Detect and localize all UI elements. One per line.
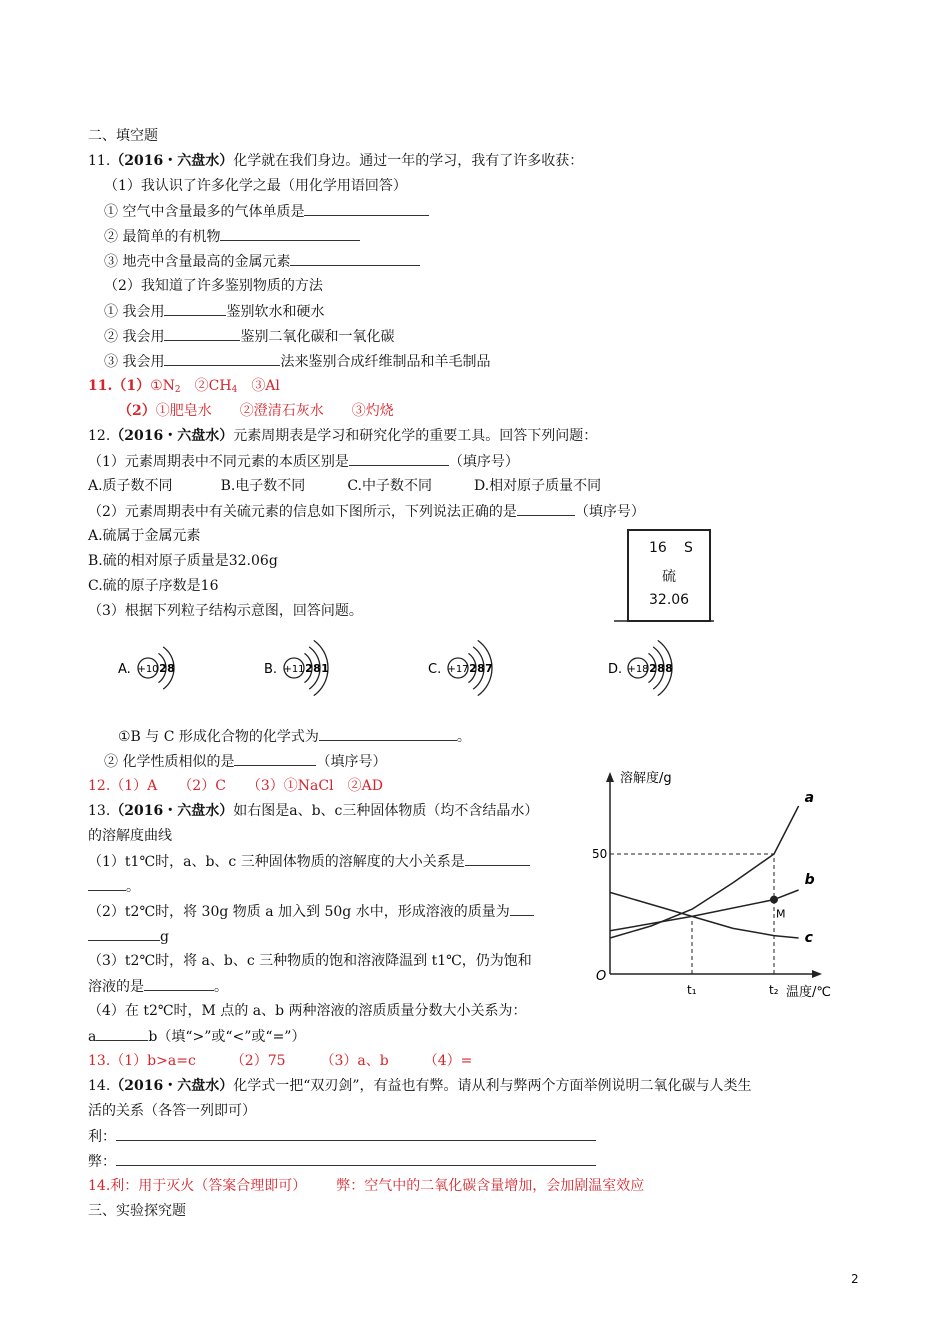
q12-sub-a: ①B 与 C 形成化合物的化学式为 。 [118, 726, 471, 747]
page-number: 2 [851, 1272, 859, 1286]
nucleus-charge: +11 [283, 664, 305, 675]
q11-answer-1: $11.(1)①N_2$ $②CH_4$ ③Al [88, 378, 280, 395]
electron-count: 2 [305, 662, 313, 675]
series-line-b [610, 890, 799, 931]
y-axis-label: 溶解度/g [620, 771, 672, 786]
q12-option-a: A.硫属于金属元素 [88, 528, 201, 544]
question-12-stem: 12.（2016・六盘水）元素周期表是学习和研究化学的重要工具。回答下列问题： [88, 428, 598, 444]
q12-options: A.质子数不同 B.电子数不同 C.中子数不同 D.相对原子质量不同 [88, 478, 602, 494]
x-axis-label: 温度/℃ [786, 985, 831, 1000]
origin-label: O [596, 969, 607, 984]
question-14-stem-2: 活的关系（各答一列即可） [88, 1103, 256, 1119]
x-axis-arrow [812, 970, 822, 978]
q13-part1: （1）t1℃时，a、b、c 三种固体物质的溶解度的大小关系是 [88, 851, 530, 872]
q12-part3: （3）根据下列粒子结构示意图，回答问题。 [88, 603, 363, 619]
q11-part2a: ① 我会用 鉴别软水和硬水 [104, 301, 324, 322]
q14-answer: 14.利：用于灭火（答案合理即可） 弊：空气中的二氧化碳含量增加，会加剧温室效应 [88, 1178, 645, 1194]
element-symbol: S [684, 540, 693, 556]
q13-part1-cont: 。 [88, 876, 140, 897]
x-tick-label: t₂ [769, 983, 779, 997]
atom-diagram [264, 628, 356, 708]
electron-count: 8 [657, 662, 665, 675]
series-label-c: c [804, 930, 813, 946]
question-13-stem: 13.（2016・六盘水）如右图是a、b、c三种固体物质（均不含结晶水） [88, 803, 539, 819]
q13-part2: （2）t2℃时，将 30g 物质 a 加入到 50g 水中，形成溶液的质量为 [88, 901, 534, 922]
q12-answer: 12.（1）A （2）C （3）①NaCl ②AD [88, 778, 383, 794]
atom-diagram [428, 628, 520, 708]
q11-part2: （2）我知道了许多鉴别物质的方法 [104, 278, 323, 294]
q13-answer: 13.（1）b>a=c （2）75 （3）a、b （4）= [88, 1053, 473, 1069]
element-name: 硫 [662, 569, 676, 585]
atomic-number: 16 [649, 540, 667, 556]
q11-part1b: ② 最简单的有机物 [104, 226, 360, 247]
point-m [770, 896, 778, 904]
section-heading: 二、填空题 [88, 128, 158, 144]
q14-harm-line: 弊： [88, 1151, 596, 1172]
nucleus-charge: +18 [627, 664, 649, 675]
question-14-stem: 14.（2016・六盘水）化学式一把“双刃剑”，有益也有弊。请从利与弊两个方面举例说明二氧化碳与人类生 [88, 1078, 752, 1094]
q12-option-c: C.硫的原子序数是16 [88, 578, 219, 594]
element-card-sulfur [627, 529, 711, 622]
nucleus-charge: +17 [447, 664, 469, 675]
q11-answer-2: （2）①肥皂水 ②澄清石灰水 ③灼烧 [118, 403, 394, 419]
atom-label: D. [608, 662, 623, 677]
atom-label: A. [118, 662, 131, 677]
series-label-b: b [804, 872, 815, 888]
atom-diagram [118, 628, 210, 708]
q11-part1: （1）我认识了许多化学之最（用化学用语回答） [104, 178, 407, 194]
x-tick-label: t₁ [687, 983, 697, 997]
section-heading-3: 三、实验探究题 [88, 1203, 186, 1219]
q14-benefit-line: 利： [88, 1126, 596, 1147]
atom-diagram [608, 628, 700, 708]
q11-part1c: ③ 地壳中含量最高的金属元素 [104, 251, 420, 272]
question-11-stem: 11.（2016・六盘水）化学就在我们身边。通过一年的学习，我有了许多收获： [88, 153, 584, 169]
electron-count: 2 [649, 662, 657, 675]
electron-count: 8 [477, 662, 485, 675]
series-label-a: a [804, 790, 815, 806]
electron-count: 8 [167, 662, 175, 675]
q11-part2b: ② 我会用 鉴别二氧化碳和一氧化碳 [104, 326, 394, 347]
electron-count: 8 [665, 662, 673, 675]
electron-count: 2 [469, 662, 477, 675]
q12-part1: （1）元素周期表中不同元素的本质区别是 （填序号） [88, 451, 519, 472]
atom-label: B. [264, 662, 278, 677]
q13-part4-cont: a b（填“>”或“<”或“=”） [88, 1026, 305, 1047]
y-tick-label: 50 [592, 847, 608, 861]
q12-part2: （2）元素周期表中有关硫元素的信息如下图所示，下列说法正确的是 （填序号） [88, 501, 645, 522]
q11-part2c: ③ 我会用 法来鉴别合成纤维制品和羊毛制品 [104, 351, 490, 372]
electron-count: 8 [313, 662, 321, 675]
q13-part2-cont: g [88, 926, 169, 947]
electron-count: 1 [321, 662, 329, 675]
q13-part4: （4）在 t2℃时，M 点的 a、b 两种溶液的溶质质量分数大小关系为： [88, 1003, 527, 1019]
solubility-chart [586, 762, 846, 1008]
q13-part3: （3）t2℃时，将 a、b、c 三种物质的饱和溶液降温到 t1℃，仍为饱和 [88, 953, 532, 969]
y-axis-arrow [606, 772, 614, 782]
q11-part1a: ① 空气中含量最多的气体单质是 [104, 201, 429, 222]
q13-part3-cont: 溶液的是 。 [88, 976, 228, 997]
point-m-label: M [776, 907, 786, 921]
question-13-stem-2: 的溶解度曲线 [88, 828, 172, 844]
q12-option-b: B.硫的相对原子质量是32.06g [88, 553, 278, 569]
electron-count: 7 [485, 662, 493, 675]
series-line-a [610, 806, 799, 938]
atom-label: C. [428, 662, 442, 677]
nucleus-charge: +10 [137, 664, 159, 675]
electron-count: 2 [159, 662, 167, 675]
element-card-shadow [614, 618, 718, 624]
q12-sub-b: ② 化学性质相似的是 （填序号） [104, 751, 386, 772]
atomic-mass: 32.06 [649, 592, 690, 608]
